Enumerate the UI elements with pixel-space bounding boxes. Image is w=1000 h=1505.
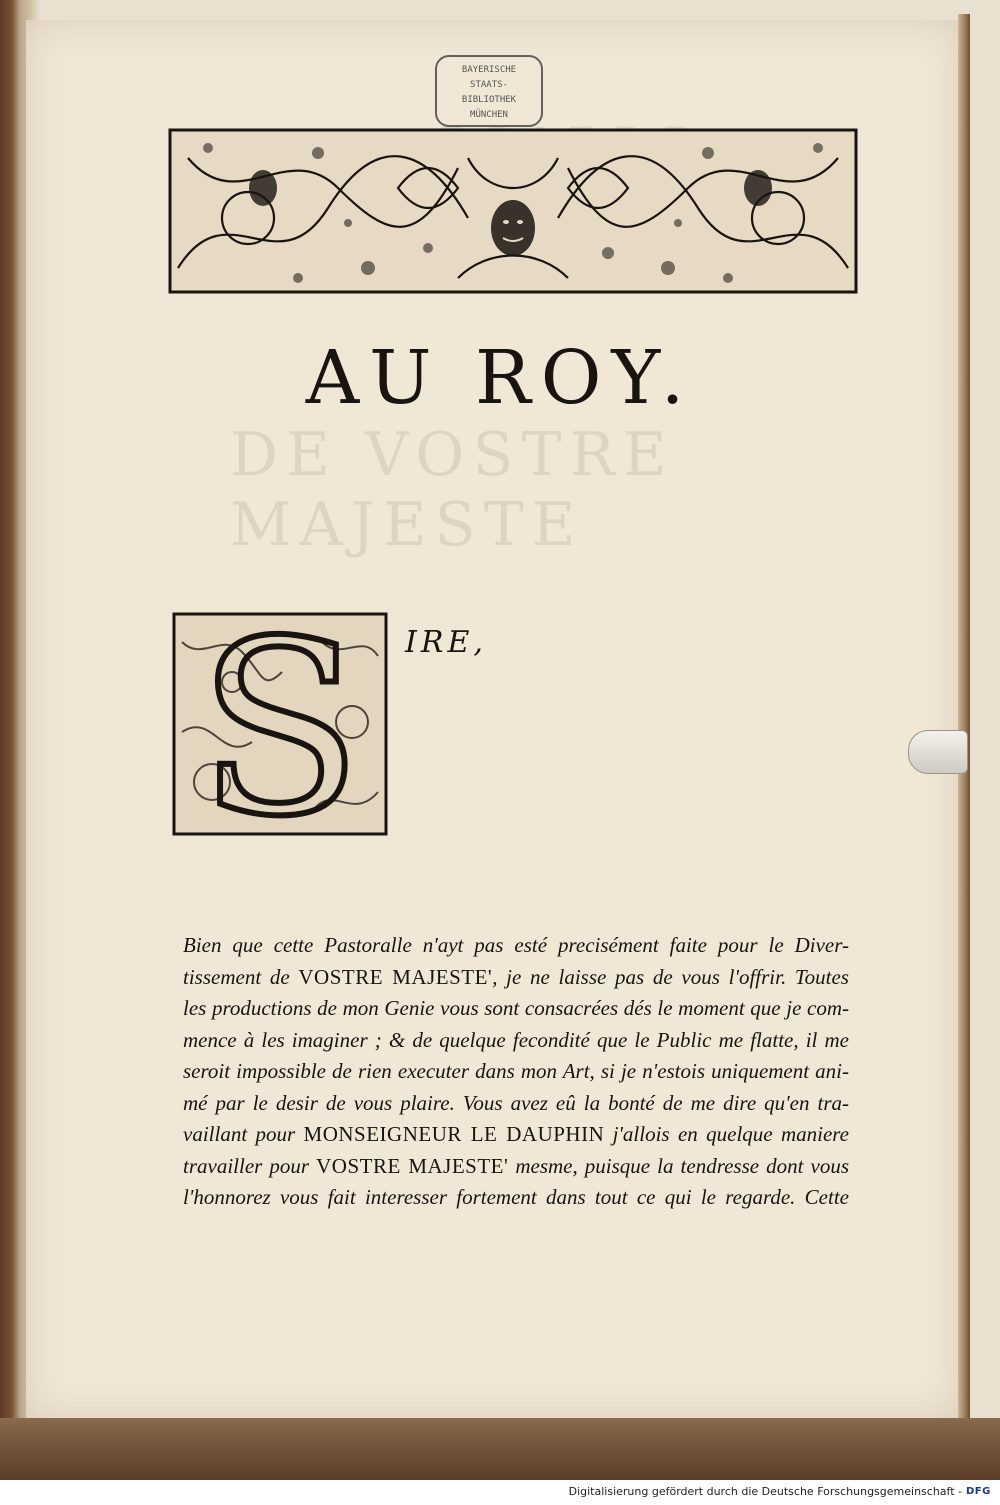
- funding-credit: Digitalisierung gefördert durch die Deutsche Forschungsgemeinschaft -: [568, 1485, 962, 1498]
- text-line: [183, 1119, 849, 1151]
- text-run: mé par le desir de vous plaire. Vous avez eû la bonté de me dire qu'en tra-: [183, 1090, 849, 1115]
- text-run-smallcaps: VOSTRE MAJESTE': [298, 964, 493, 989]
- text-run-smallcaps: VOSTRE MAJESTE': [316, 1153, 509, 1178]
- footer-bar: [0, 1480, 1000, 1505]
- dedication-text: [183, 930, 849, 1214]
- book-cover-edge: [0, 1418, 1000, 1480]
- salutation: IRE,: [405, 625, 487, 660]
- text-run: Bien que cette Pastoralle n'ayt pas esté precisément faite pour le Diver-: [183, 933, 849, 957]
- text-run: , je ne laisse pas de vous l'offrir. Toutes: [492, 964, 849, 989]
- text-line: [183, 1151, 849, 1183]
- text-run: tissement de: [183, 964, 299, 989]
- stamp-line: BAYERISCHE: [461, 65, 517, 75]
- bleed-through: DE VOSTRE MAJESTE: [230, 420, 675, 560]
- text-run: j'allois en quelque maniere: [604, 1122, 849, 1146]
- text-line: [183, 1025, 849, 1057]
- text-run-smallcaps: MONSEIGNEUR LE DAUPHIN: [303, 1122, 605, 1146]
- decorated-initial: [172, 612, 388, 836]
- page-edge: [958, 14, 970, 1424]
- text-line: [183, 930, 849, 962]
- stamp-line: MÜNCHEN: [470, 110, 508, 120]
- ornamental-headpiece: [168, 128, 858, 294]
- text-line: [183, 993, 849, 1025]
- text-line: [183, 1056, 849, 1088]
- library-stamp: [435, 55, 543, 127]
- stamp-line: BIBLIOTHEK: [461, 95, 517, 105]
- text-line: [183, 1182, 849, 1214]
- text-run: l'honnorez vous fait interesser fortement dans tout ce qui le regarde. Cette: [183, 1185, 849, 1209]
- bookmark-tab: [908, 730, 968, 774]
- text-run: vaillant pour: [183, 1122, 304, 1146]
- text-run: mesme, puisque la tendresse dont vous: [508, 1153, 850, 1178]
- text-line: [183, 962, 849, 994]
- dropcap-letter: S: [197, 612, 363, 836]
- text-run: seroit impossible de rien executer dans mon Art, si je n'estois uniquement ani-: [183, 1059, 849, 1083]
- text-run: mence à les imaginer ; & de quelque fecondité que le Public me flatte, il me: [183, 1027, 849, 1052]
- page-title: AU ROY.: [305, 335, 695, 421]
- text-run: travailler pour: [183, 1153, 317, 1178]
- text-line: [183, 1088, 849, 1120]
- text-run: les productions de mon Genie vous sont consacrées dés le moment que je com-: [183, 996, 849, 1020]
- dfg-logo: DFG: [966, 1486, 991, 1497]
- stamp-line: STAATS-: [470, 80, 508, 90]
